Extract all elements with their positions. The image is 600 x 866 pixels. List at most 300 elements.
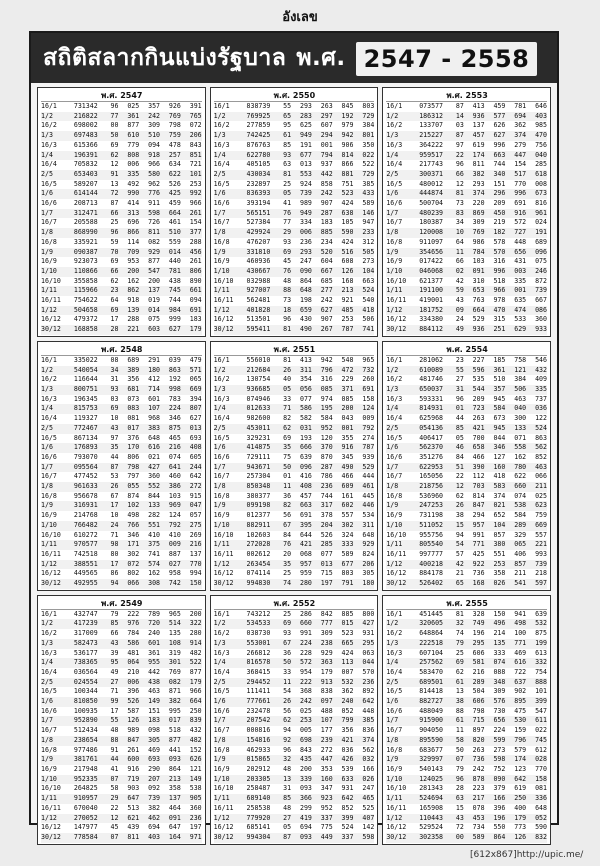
first-prize: 793070	[73, 452, 98, 461]
draw-row	[214, 726, 375, 736]
front-three-b: 547	[139, 267, 160, 277]
draw-row	[386, 540, 547, 550]
two-digit: 50	[455, 745, 464, 754]
first-prize: 910957	[66, 794, 98, 804]
draw-row	[214, 746, 375, 756]
draw-date: 16/8	[41, 491, 57, 500]
two-digit: 15	[443, 521, 464, 531]
back-three-b: 571	[181, 366, 202, 376]
back-three-b: 729	[353, 112, 374, 122]
two-digit: 67	[270, 639, 291, 649]
front-three-b: 604	[320, 257, 333, 266]
draw-row	[386, 463, 547, 473]
front-three-b: 907	[320, 199, 333, 208]
back-three-b: 540	[362, 296, 375, 305]
first-prize: 500704	[419, 199, 444, 208]
first-prize: 351276	[419, 452, 444, 461]
back-three-b: 522	[181, 658, 202, 668]
draw-row	[386, 296, 547, 306]
front-three-a: 168	[464, 579, 485, 589]
back-three-a: 895	[505, 697, 526, 707]
first-prize: 090387	[66, 248, 98, 258]
draw-row	[214, 238, 375, 248]
front-three-a: 200	[118, 267, 139, 277]
draw-row	[386, 424, 547, 434]
two-digit: 45	[110, 823, 119, 832]
results-table	[386, 356, 547, 589]
back-three-a: 478	[168, 140, 181, 149]
back-three-b: 024	[535, 218, 547, 227]
draw-date: 16/4	[41, 414, 57, 423]
front-three-a: 137	[472, 121, 485, 130]
back-three-a: 629	[505, 325, 526, 335]
draw-row	[214, 228, 375, 238]
back-three-a: 887	[168, 549, 181, 558]
back-three-a: 572	[514, 218, 527, 227]
first-prize: 738365	[66, 658, 98, 668]
front-three-b: 403	[139, 833, 160, 843]
first-prize: 959517	[411, 151, 443, 161]
front-three-a: 481	[127, 648, 140, 657]
two-digit: 43	[455, 296, 464, 305]
draw-date: 2/5	[386, 678, 411, 688]
back-three-b: 072	[189, 121, 202, 130]
draw-date: 2/5	[386, 424, 411, 434]
front-three-a: 596	[464, 366, 485, 376]
front-three-b: 272	[320, 745, 333, 754]
front-three-b: 183	[139, 716, 160, 726]
draw-date: 16/1	[41, 355, 57, 364]
back-three-b: 269	[189, 530, 202, 539]
draw-date: 16/4	[213, 414, 230, 423]
back-three-b: 432	[189, 726, 202, 735]
draw-date: 1/6	[41, 697, 66, 707]
back-three-b: 759	[535, 511, 547, 520]
back-three-b: 461	[353, 482, 374, 492]
two-digit: 64	[455, 237, 464, 246]
two-digit: 48	[110, 726, 119, 735]
first-prize: 165908	[419, 803, 444, 812]
two-digit: 87	[98, 463, 119, 473]
front-three-b: 375	[139, 540, 160, 550]
first-prize: 116644	[73, 375, 98, 384]
two-digit: 12	[110, 160, 119, 169]
first-prize: 479372	[73, 315, 98, 324]
first-prize: 364222	[419, 140, 444, 149]
draw-row	[386, 823, 547, 833]
back-three-b: 648	[535, 803, 547, 812]
back-three-a: 300	[514, 414, 527, 423]
two-digit: 97	[455, 140, 464, 149]
two-digit: 44	[98, 755, 119, 765]
draw-date: 16/3	[386, 648, 403, 657]
front-three-b: 127	[493, 452, 506, 461]
first-prize: 742518	[73, 549, 98, 558]
draw-row	[41, 257, 202, 267]
back-three-a: 164	[160, 833, 181, 843]
first-prize: 943671	[238, 463, 270, 473]
first-prize: 697483	[66, 131, 98, 141]
front-three-b: 786	[320, 472, 333, 481]
draw-date: 30/12	[41, 325, 66, 335]
two-digit: 13	[270, 775, 291, 785]
first-prize: 095564	[66, 463, 98, 473]
draw-date: 16/10	[41, 784, 61, 793]
draw-date: 16/5	[386, 433, 403, 442]
first-prize: 689140	[238, 794, 270, 804]
draw-date: 16/9	[213, 257, 230, 266]
draw-row	[386, 356, 547, 366]
two-digit: 14	[443, 112, 464, 122]
draw-date: 1/6	[386, 189, 411, 199]
front-three-a: 222	[127, 609, 140, 618]
front-three-a: 334	[299, 218, 312, 227]
front-three-b: 242	[320, 296, 333, 305]
draw-date: 1/12	[41, 306, 66, 316]
front-three-a: 221	[118, 325, 139, 335]
back-three-a: 324	[341, 530, 354, 539]
front-three-a: 897	[472, 726, 485, 735]
back-three-b: 872	[535, 276, 547, 285]
first-prize: 263454	[238, 560, 270, 570]
two-digit: 81	[455, 609, 464, 618]
draw-row	[386, 160, 547, 170]
back-three-b: 598	[353, 833, 374, 843]
back-three-a: 906	[341, 140, 354, 149]
front-three-b: 978	[493, 296, 506, 305]
draw-date: 1/2	[214, 366, 239, 376]
first-prize: 368415	[246, 667, 271, 676]
draw-row	[41, 521, 202, 531]
back-three-a: 162	[514, 452, 527, 461]
two-digit: 22	[455, 472, 464, 481]
front-three-b: 151	[493, 179, 506, 188]
back-three-a: 995	[168, 706, 181, 715]
front-three-a: 198	[299, 296, 312, 305]
back-three-b: 200	[189, 609, 202, 618]
first-prize: 589207	[73, 179, 98, 188]
two-digit: 62	[455, 491, 464, 500]
back-three-a: 400	[514, 803, 527, 812]
front-three-b: 214	[493, 629, 506, 638]
front-three-b: 945	[485, 424, 506, 434]
first-prize: 110443	[411, 814, 443, 824]
two-digit: 20	[283, 549, 292, 558]
back-three-a: 532	[333, 678, 354, 688]
first-prize: 214768	[73, 511, 98, 520]
draw-date: 16/11	[386, 549, 407, 558]
draw-row	[214, 531, 375, 541]
back-three-b: 044	[353, 658, 374, 668]
draw-date: 1/10	[214, 267, 239, 277]
two-digit: 58	[110, 784, 119, 793]
front-three-b: 383	[139, 424, 160, 434]
two-digit: 18	[270, 306, 291, 316]
two-digit: 96	[443, 775, 464, 785]
first-prize: 302358	[411, 833, 443, 843]
front-three-a: 647	[118, 794, 139, 804]
draw-row	[41, 501, 202, 511]
draw-row	[41, 833, 202, 843]
draw-date: 16/11	[41, 296, 61, 305]
first-prize: 927007	[238, 286, 270, 296]
back-three-a: 192	[333, 112, 354, 122]
front-three-b: 720	[139, 619, 160, 629]
draw-date: 16/9	[41, 511, 57, 520]
draw-date: 16/8	[386, 745, 403, 754]
front-three-b: 412	[148, 375, 161, 384]
two-digit: 32	[443, 619, 464, 629]
two-digit: 54	[283, 687, 292, 696]
back-three-a: 302	[333, 521, 354, 531]
back-three-b: 933	[526, 325, 547, 335]
draw-row	[214, 375, 375, 385]
back-three-b: 669	[181, 385, 202, 395]
first-prize: 355858	[73, 276, 98, 285]
draw-row	[386, 375, 547, 385]
back-three-b: 360	[189, 803, 202, 812]
back-three-a: 722	[514, 667, 527, 676]
front-three-b: 120	[320, 433, 333, 442]
two-digit: 11	[270, 678, 291, 688]
front-three-b: 224	[493, 726, 506, 735]
front-three-b: 317	[312, 501, 333, 511]
first-prize: 814931	[411, 404, 443, 414]
front-three-b: 382	[148, 803, 161, 812]
two-digit: 88	[98, 736, 119, 746]
back-three-b: 236	[353, 678, 374, 688]
draw-date: 16/3	[213, 648, 230, 657]
first-prize: 670040	[73, 803, 98, 812]
first-prize: 882727	[411, 697, 443, 707]
first-prize: 529524	[419, 823, 444, 832]
first-prize: 524694	[411, 794, 443, 804]
draw-date: 16/12	[213, 315, 234, 324]
two-digit: 32	[270, 755, 291, 765]
first-prize: 526402	[411, 579, 443, 589]
front-three-a: 862	[118, 286, 139, 296]
front-three-a: 457	[299, 491, 312, 500]
back-three-a: 510	[160, 228, 181, 238]
draw-row	[41, 560, 202, 570]
back-three-a: 931	[341, 784, 354, 793]
two-digit: 31	[110, 375, 119, 384]
draw-date: 2/5	[41, 678, 66, 688]
draw-row	[214, 765, 375, 775]
back-three-b: 094	[189, 296, 202, 305]
back-three-a: 769	[168, 667, 181, 676]
front-three-b: 714	[139, 385, 160, 395]
first-prize: 540054	[66, 366, 98, 376]
year-panel	[37, 341, 206, 591]
two-digit: 85	[283, 140, 292, 149]
draw-row	[41, 531, 202, 541]
first-prize: 650037	[411, 385, 443, 395]
draw-row	[41, 170, 202, 180]
draw-row	[41, 277, 202, 287]
first-prize: 653403	[66, 170, 98, 180]
back-three-b: 408	[181, 443, 202, 453]
two-digit: 26	[443, 501, 464, 511]
draw-row	[214, 199, 375, 209]
front-three-a: 466	[472, 452, 485, 461]
back-three-b: 142	[362, 823, 375, 832]
draw-date: 1/8	[214, 228, 239, 238]
back-three-b: 506	[362, 315, 375, 324]
two-digit: 86	[110, 569, 119, 578]
back-three-b: 673	[526, 189, 547, 199]
draw-date: 16/5	[386, 687, 403, 696]
back-three-b: 961	[526, 209, 547, 219]
first-prize: 272028	[238, 540, 270, 550]
first-prize: 430667	[238, 267, 270, 277]
draw-date: 16/8	[386, 491, 403, 500]
front-three-b: 996	[485, 267, 506, 277]
front-three-b: 952	[320, 803, 333, 812]
two-digit: 25	[283, 609, 292, 618]
front-three-b: 584	[320, 414, 333, 423]
front-three-b: 219	[493, 218, 506, 227]
back-three-a: 745	[160, 286, 181, 296]
first-prize: 181752	[411, 306, 443, 316]
front-three-a: 031	[291, 424, 312, 434]
first-prize: 536960	[419, 491, 444, 500]
two-digit: 84	[455, 452, 464, 461]
two-digit: 58	[443, 736, 464, 746]
back-three-a: 406	[514, 549, 527, 558]
draw-date: 16/11	[213, 296, 234, 305]
front-three-a: 610	[118, 131, 139, 141]
draw-row	[214, 775, 375, 785]
back-three-b: 787	[353, 443, 374, 453]
front-three-b: 438	[139, 678, 160, 688]
front-three-b: 551	[493, 549, 506, 558]
draw-date: 1/10	[41, 775, 66, 785]
back-three-a: 257	[160, 151, 181, 161]
back-three-a: 751	[341, 179, 354, 188]
front-three-b: 097	[312, 697, 333, 707]
two-digit: 41	[110, 765, 119, 773]
first-prize: 196391	[66, 151, 98, 161]
front-three-a: 162	[127, 276, 140, 285]
back-three-b: 384	[362, 121, 375, 130]
first-prize: 742425	[238, 131, 270, 141]
two-digit: 08	[110, 355, 119, 364]
draw-row	[214, 267, 375, 277]
back-three-a: 921	[341, 296, 354, 305]
draw-row	[41, 511, 202, 521]
draw-date: 1/10	[214, 775, 239, 785]
back-three-a: 159	[514, 726, 527, 735]
back-three-b: 216	[181, 540, 202, 550]
draw-row	[41, 209, 202, 219]
first-prize: 731198	[419, 511, 444, 520]
first-prize: 562370	[411, 443, 443, 453]
front-three-b: 340	[485, 170, 506, 180]
front-three-a: 017	[118, 424, 139, 434]
two-digit: 50	[98, 131, 119, 141]
draw-date: 1/11	[41, 794, 66, 804]
front-three-b: 627	[312, 306, 333, 316]
two-digit: 61	[443, 716, 464, 726]
front-three-b: 242	[139, 112, 160, 122]
back-three-b: 741	[353, 325, 374, 335]
back-three-b: 800	[362, 609, 375, 618]
draw-row	[214, 804, 375, 814]
back-three-b: 756	[535, 140, 547, 149]
draw-date: 16/2	[386, 121, 403, 130]
results-table	[386, 102, 547, 335]
draw-row	[386, 306, 547, 316]
back-three-b: 739	[526, 560, 547, 570]
back-three-a: 871	[168, 687, 181, 696]
first-prize: 012377	[246, 511, 271, 520]
front-three-a: 949	[291, 131, 312, 141]
front-three-a: 006	[291, 228, 312, 238]
draw-date: 16/11	[386, 296, 407, 305]
first-prize: 317009	[73, 629, 98, 638]
front-three-b: 107	[312, 716, 333, 726]
front-three-b: 952	[312, 424, 333, 434]
front-three-a: 382	[464, 170, 485, 180]
front-three-a: 193	[299, 433, 312, 442]
first-prize: 186312	[411, 112, 443, 122]
back-three-b: 191	[526, 228, 547, 238]
draw-row	[214, 610, 375, 620]
two-digit: 93	[270, 151, 291, 161]
draw-date: 1/4	[41, 151, 66, 161]
two-digit: 93	[283, 237, 292, 246]
front-three-a: 005	[299, 726, 312, 735]
draw-row	[41, 395, 202, 405]
front-three-a: 936	[464, 325, 485, 335]
two-digit: 71	[110, 687, 119, 696]
back-three-b: 036	[526, 404, 547, 414]
two-digit: 72	[455, 823, 464, 832]
first-prize: 836393	[238, 189, 270, 199]
front-three-b: 075	[148, 315, 161, 324]
back-three-b: 275	[181, 521, 202, 531]
front-three-b: 777	[312, 619, 333, 629]
front-three-a: 389	[118, 366, 139, 376]
back-three-a: 780	[505, 463, 526, 473]
draw-row	[386, 521, 547, 531]
back-three-b: 448	[362, 706, 375, 715]
back-three-b: 522	[362, 160, 375, 169]
draw-row	[386, 112, 547, 122]
front-three-a: 806	[127, 452, 140, 461]
front-three-b: 626	[493, 121, 506, 130]
two-digit: 93	[98, 385, 119, 395]
back-three-a: 362	[514, 121, 527, 130]
first-prize: 218756	[411, 482, 443, 492]
year-panel	[210, 341, 379, 591]
first-prize: 805540	[411, 540, 443, 550]
draw-row	[41, 746, 202, 756]
back-three-a: 213	[160, 775, 181, 785]
front-three-b: 282	[148, 511, 161, 520]
draw-row	[41, 424, 202, 434]
results-table	[41, 102, 202, 335]
front-three-a: 492	[127, 179, 140, 188]
two-digit: 75	[283, 452, 292, 461]
draw-date: 16/1	[386, 355, 403, 364]
back-three-b: 336	[526, 794, 547, 804]
two-digit: 24	[455, 315, 464, 324]
draw-date: 16/2	[213, 121, 230, 130]
back-three-b: 312	[362, 237, 375, 246]
draw-row	[41, 569, 202, 579]
